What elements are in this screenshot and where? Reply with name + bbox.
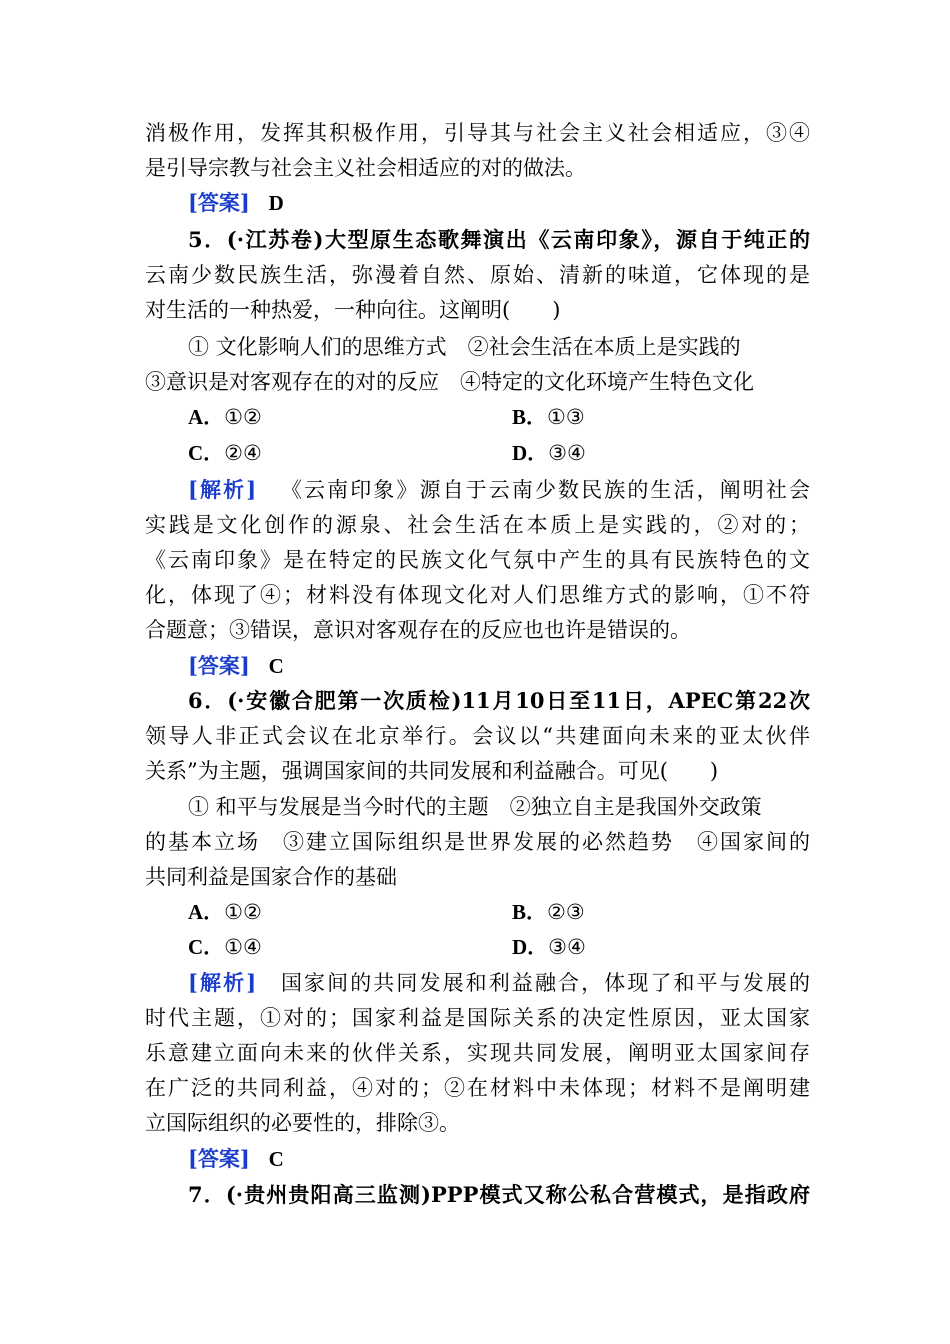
q5-statement-1: ① 文化影响人们的思维方式 ②社会生活在本质上是实践的 (188, 335, 741, 359)
answer-label: [答案] (188, 190, 250, 215)
analysis-label: [解析] (188, 970, 257, 995)
q5-statement-2: ③意识是对客观存在的对的反应 ④特定的文化环境产生特色文化 (145, 370, 754, 394)
answer-value: C (268, 1147, 284, 1171)
q6-analysis-line: 在广泛的共同利益，④对的；②在材料中未体现；材料不是阐明建 (145, 1076, 810, 1100)
q5-head: 5．(·江苏卷)大型原生态歌舞演出《云南印象》，源自于纯正的 (188, 227, 810, 252)
q6-option-d: D．③④ (512, 935, 586, 959)
intro-line-1: 消极作用，发挥其积极作用，引导其与社会主义社会相适应，③④ (145, 121, 810, 145)
q6-option-c: C．①④ (188, 935, 262, 959)
q5-analysis-line: 实践是文化创作的源泉、社会生活在本质上是实践的，②对的； (145, 513, 810, 537)
q5-line-2: 云南少数民族生活，弥漫着自然、原始、清新的味道，它体现的是 (145, 263, 810, 287)
q6-head: 6．(·安徽合肥第一次质检)11月10日至11日，APEC第22次 (188, 688, 810, 713)
q6-statement-2: 的基本立场 ③建立国际组织是世界发展的必然趋势 ④国家间的 (145, 830, 810, 854)
q5-line-3: 对生活的一种热爱，一种向往。这阐明( ) (145, 298, 561, 322)
q6-answer (188, 1144, 810, 1174)
q5-option-d: D．③④ (512, 441, 586, 465)
q5-analysis-line: 《云南印象》是在特定的民族文化气氛中产生的具有民族特色的文 (145, 548, 810, 572)
q5-option-c: C．②④ (188, 441, 262, 465)
q6-analysis-first: [解析] 国家间的共同发展和利益融合，体现了和平与发展的 (188, 970, 810, 995)
q6-analysis-line: 立国际组织的必要性的，排除③。 (145, 1111, 460, 1135)
answer-label: [答案] (188, 1146, 250, 1171)
q7-head: 7．(·贵州贵阳高三监测)PPP模式又称公私合营模式，是指政府 (188, 1182, 810, 1207)
answer-label: [答案] (188, 653, 250, 678)
answer-value: C (268, 654, 284, 678)
q5-option-a: A．①② (188, 405, 262, 429)
q5-analysis-first: [解析] 《云南印象》源自于云南少数民族的生活，阐明社会 (188, 477, 810, 502)
answer-value: D (268, 191, 284, 215)
q6-analysis-line: 乐意建立面向未来的伙伴关系，实现共同发展，阐明亚太国家间存 (145, 1041, 810, 1065)
q6-line-3: 关系”为主题，强调国家间的共同发展和利益融合。可见( ) (145, 759, 719, 783)
q5-analysis-line: 化，体现了④；材料没有体现文化对人们思维方式的影响，①不符 (145, 583, 810, 607)
intro-line-2: 是引导宗教与社会主义社会相适应的对的做法。 (145, 156, 586, 180)
q6-option-b: B．②③ (512, 900, 585, 924)
q6-analysis-line: 时代主题，①对的；国家利益是国际关系的决定性原因，亚太国家 (145, 1006, 810, 1030)
q5-option-b: B．①③ (512, 405, 585, 429)
q5-answer (188, 651, 810, 681)
q5-analysis-line: 合题意；③错误，意识对客观存在的反应也也许是错误的。 (145, 618, 691, 642)
q6-statement-3: 共同利益是国家合作的基础 (145, 865, 397, 889)
intro-answer (188, 188, 810, 218)
q6-statement-1: ① 和平与发展是当今时代的主题 ②独立自主是我国外交政策 (188, 795, 762, 819)
analysis-label: [解析] (188, 477, 257, 502)
q6-option-a: A．①② (188, 900, 262, 924)
q6-line-2: 领导人非正式会议在北京举行。会议以“共建面向未来的亚太伙伴 (145, 724, 810, 748)
